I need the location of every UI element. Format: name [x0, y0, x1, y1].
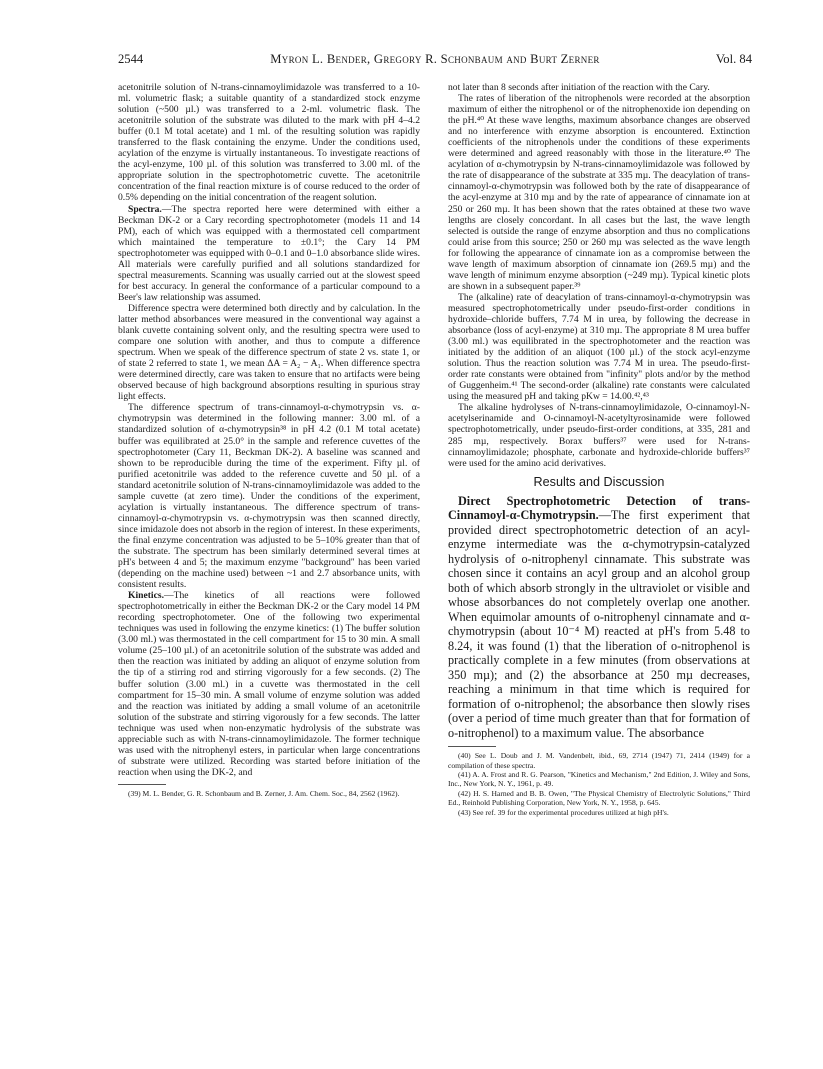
volume-label: Vol. 84 — [715, 52, 752, 66]
paragraph: not later than 8 seconds after initiation of the reaction with the Cary. — [448, 82, 710, 93]
running-header — [118, 52, 752, 68]
paragraph-spectra — [118, 204, 420, 303]
run-in-heading: Direct Spectrophotometric Detection of trans-Cinnamoyl-α-Chymotrypsin. — [448, 493, 750, 523]
footnote: (39) M. L. Bender, G. R. Schonbaum and B. Zerner, J. Am. Chem. Soc., 84, 2562 (1962). — [128, 788, 400, 798]
right-column — [448, 82, 750, 817]
footnote: (41) A. A. Frost and R. G. Pearson, "Kinetics and Mechanism," 2nd Edition, J. Wiley and Sons, Inc., New York, N. Y., 1961, p. 49. — [448, 770, 750, 789]
paragraph-text: —The first experiment that provided direct spectrophotometric detection of an acyl-enzyme intermediate was the α-chymotrypsin-catalyzed hydrolysis of o-nitrophenyl cinnamate. This substrate was chosen since it contains an acyl group and an alcohol group both of which absorb strongly in the ultraviolet or visible and whose absorbances do not completely overlap one another. When equimolar amounts of o-nitrophenyl cinnamate and α-chymotrypsin (about 10⁻⁴ M) reacted at pH's from 5.48 to 8.24, it was found (1) that the liberation of o-nitrophenol is practically complete in a few minutes (from observations at 350 mµ); and (2) the absorbance at 250 mµ decreases, reaching a minimum in that time which is required for formation of o-nitrophenol; the absorbance then slowly rises (over a period of time much greater than that for formation of o-nitrophenol) to a maximum value. The absorbance — [448, 508, 750, 740]
running-title: Myron L. Bender, Gregory R. Schonbaum and Burt Zerner — [270, 52, 600, 66]
left-column — [118, 82, 420, 798]
run-in-heading: Kinetics. — [128, 590, 164, 602]
paragraph-results — [448, 494, 750, 741]
section-heading: Results and Discussion — [533, 474, 665, 489]
paragraph-text: —The kinetics of all reactions were followed spectrophotometrically in either the Beckman DK-2 or the Cary model 14 PM recording spectrophotometer. One of the following two experimental techniques was used in following the enzyme kinetics: (1) The buffer solution (3.00 ml.) was thermostated in the cell compartment for 15 to 30 min. A small volume (25–100 µl.) of an acetonitrile solution of the substrate was added and then the reaction was initiated by adding an aliquot of enzyme solution from the tip of a stirring rod and stirring vigorously for a few seconds. (2) The buffer solution (3.00 ml.) in a cuvette was thermostated in the cell compartment for 15–30 min. A small volume of enzyme solution was added and the reaction was initiated by adding a small volume of an acetonitrile solution of the substrate and stirring vigorously for a few seconds. The latter technique was used when non-enzymatic hydrolysis of the substrate was appreciable such as with N-trans-cinnamoylimidazole. The former technique was used with the nitrophenyl esters, in particular when large concentrations of substrate were utilized. Recording was started before initiation of the reaction when using the DK-2, and — [118, 590, 420, 778]
footnote-rule — [118, 784, 166, 785]
footnote: (40) See L. Doub and J. M. Vandenbelt, ibid., 69, 2714 (1947) 71, 2414 (1949) for a compilation of these spectra. — [448, 751, 750, 770]
paragraph-text: —The spectra reported here were determined with either a Beckman DK-2 or a Cary recording spectrophotometer (models 11 and 14 PM), each of which was equipped with a thermostated cell compartment which maintained the temperature to ±0.1°; the Cary 14 PM spectrophotometer was equipped with 0–0.1 and 0–1.0 absorbance slide wires. All materials were carefully purified and all solutions standardized for spectral measurements. Scanning was usually carried out at the slowest speed for best accuracy. In general the conformance of a particular compound to a Beer's law relationship was assumed. — [118, 203, 420, 303]
paragraph: The (alkaline) rate of deacylation of trans-cinnamoyl-α-chymotrypsin was measured spectrophotometrically under pseudo-first-order conditions in hydroxide–chloride buffers, 7.74 M in urea, by following the decrease in absorbance (loss of acyl-enzyme) at 310 mµ. The appropriate 8 M urea buffer (3.00 ml.) was equilibrated in the spectrophotometer and the reaction was initiated by the addition of an aliquot (100 µl.) of the stock acyl-enzyme solution. Thus the reaction solution was 7.74 M in urea. The pseudo-first-order rate constants were obtained from "infinity" plots and/or by the method of Guggenheim.⁴¹ The second-order (alkaline) rate constants were calculated using the measured pH and taking pKw = 14.00.⁴²,⁴³ — [448, 291, 750, 403]
paragraph: Difference spectra were determined both directly and by calculation. In the latter method absorbances were measured in the conventional way against a blank cuvette containing solvent only, and the resulting spectra were used to compare one solution with another, and thus to compute a difference spectrum. When we speak of the difference spectrum of state 2 vs. state 1, or of state 2 referred to state 1, we mean ΔA = A₂ − A₁. When difference spectra were determined directly, care was taken to ensure that no artifacts were being observed because of high background absorptions resulting in spurious stray light effects. — [118, 302, 420, 403]
paragraph: The difference spectrum of trans-cinnamoyl-α-chymotrypsin vs. α-chymotrypsin was determined in the following manner: 3.00 ml. of a standardized solution of α-chymotrypsin³⁸ in pH 4.2 (0.1 M total acetate) buffer was equilibrated at 25.0° in the sample and reference cuvettes of the spectrophotometer (Cary 11, Beckman DK-2). A baseline was scanned and shown to be reproducible during the time of the experiment. Fifty µl. of purified acetonitrile was added to the reference cuvette and 50 µl. of a standard acetonitrile solution of N-trans-cinnamoylimidazole was added to the sample cuvette (at zero time). Under the conditions of the experiment, acylation is virtually instantaneous. The difference spectrum of trans-cinnamoyl-α-chymotrypsin vs. α-chymotrypsin was then scanned directly, since imidazole does not absorb in the region of interest. In these experiments, the final enzyme concentration was adjusted to be 5–10% greater than that of the substrate. The spectrum has been similarly determined several times at pH's between 4 and 5; the maximum enzyme "background" has been varied (depending on the machine used) between ~1 and 2.7 absorbance units, with consistent results. — [118, 402, 420, 591]
footnote-rule — [448, 746, 496, 747]
paragraph-kinetics — [118, 590, 420, 778]
paragraph: The rates of liberation of the nitrophenols were recorded at the absorption maximum of either the nitrophenol or of the nitrophenoxide ion depending on the pH.⁴⁰ At these wave lengths, maximum absorbance changes are observed and no interference with enzyme absorption is encountered. Extinction coefficients of the nitrophenols under the conditions of these experiments were determined and agreed reasonably with those in the literature.⁴⁰ The acylation of α-chymotrypsin by N-trans-cinnamoylimidazole was followed by the rate of disappearance of the substrate at 335 mµ. The deacylation of trans-cinnamoyl-α-chymotrypsin was followed both by the rate of disappearance of the acyl-enzyme at 310 mµ and by the rate of appearance of cinnamate ion at 250 or 260 mµ. It has been shown that the rates obtained at these two wave lengths are closely concordant. In all cases but the last, the wave length selected is outside the range of enzyme absorption and thus no complications could arise from this source; 250 or 260 mµ was selected as the wave length for following the appearance of cinnamate ion as a compromise between the wave length of maximum absorption of cinnamate ion (269.5 mµ) and the wave length of minimum enzyme absorption (~249 mµ). Typical kinetic plots are shown in a subsequent paper.³⁹ — [448, 93, 750, 292]
paragraph: The alkaline hydrolyses of N-trans-cinnamoylimidazole, O-cinnamoyl-N-acetylserinamide and O-cinnamoyl-N-acetyltyrosinamide were followed spectrophotometrically, under pseudo-first-order conditions, at 335, 281 and 285 mµ, respectively. Borax buffers³⁷ were used for N-trans-cinnamoylimidazole; phosphate, carbonate and hydroxide-chloride buffers³⁷ were used for the amino acid derivatives. — [448, 402, 750, 469]
paragraph: acetonitrile solution of N-trans-cinnamoylimidazole was transferred to a 10-ml. volumetric flask; a suitable quantity of a standardized stock enzyme solution (~500 µl.) was transferred to a 2-ml. volumetric flask. The acetonitrile solution of the substrate was diluted to the mark with pH 4–4.2 buffer (0.1 M total acetate) and 1 ml. of the resulting solution was rapidly transferred to the flask containing the enzyme. Under the conditions used, acylation of the enzyme is virtually instantaneous. To investigate reactions of the acyl-enzyme, 100 µl. of this solution was transferred to 3.00 ml. of the appropriate solution in the spectrophotometric cuvette. The acetonitrile concentration of the final reaction mixture is of course reduced to the order of 0.5% depending on the initial concentration of the reagent solution. — [118, 82, 420, 204]
run-in-heading: Spectra. — [128, 203, 162, 215]
footnote: (42) H. S. Harned and B. B. Owen, "The Physical Chemistry of Electrolytic Solutions," Third Ed., Reinhold Publishing Corporation, New York, N. Y., 1958, p. 645. — [448, 788, 750, 808]
footnote: (43) See ref. 39 for the experimental procedures utilized at high pH's. — [458, 807, 669, 817]
page-number: 2544 — [118, 52, 144, 66]
